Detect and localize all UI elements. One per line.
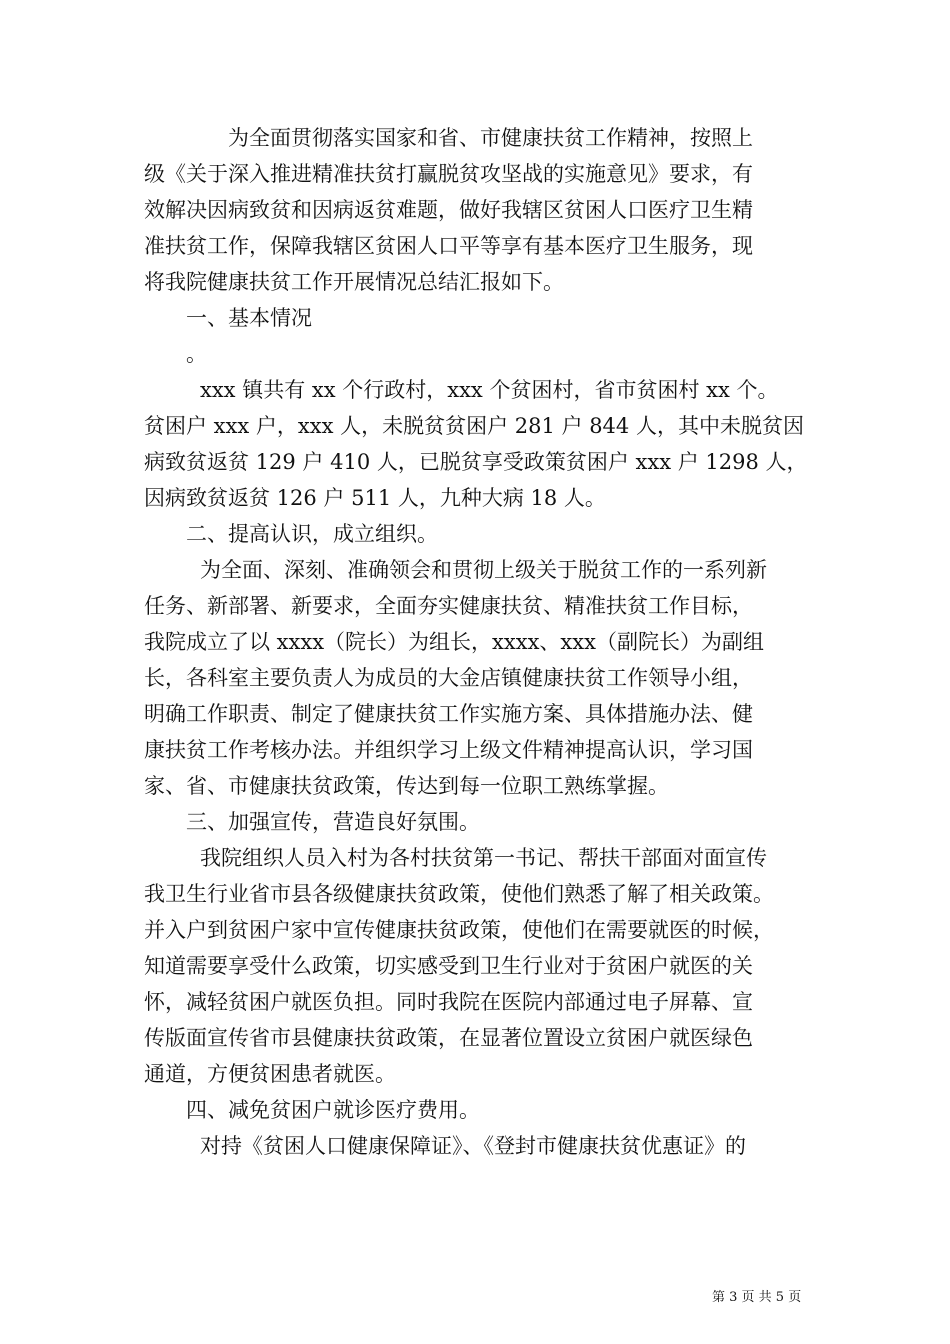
section-3-heading: 三、加强宣传，营造良好氛围。 — [186, 810, 480, 834]
intro-line-4: 准扶贫工作，保障我辖区贫困人口平等享有基本医疗卫生服务，现 — [144, 234, 753, 258]
section-2-line-7: 家、省、市健康扶贫政策，传达到每一位职工熟练掌握。 — [144, 774, 669, 798]
section-2-line-2: 任务、新部署、新要求，全面夯实健康扶贫、精准扶贫工作目标， — [144, 594, 753, 618]
intro-line-1: 为全面贯彻落实国家和省、市健康扶贫工作精神，按照上 — [228, 126, 753, 150]
section-3-line-3: 并入户到贫困户家中宣传健康扶贫政策，使他们在需要就医的时候， — [144, 918, 774, 942]
intro-line-2: 级《关于深入推进精准扶贫打赢脱贫攻坚战的实施意见》要求，有 — [144, 162, 753, 186]
section-3-line-5: 怀，减轻贫困户就医负担。同时我院在医院内部通过电子屏幕、宣 — [144, 990, 753, 1014]
section-1-line-1: xxx 镇共有 xx 个行政村，xxx 个贫困村，省市贫困村 xx 个。 — [200, 378, 779, 402]
section-2-line-1: 为全面、深刻、准确领会和贯彻上级关于脱贫工作的一系列新 — [200, 558, 767, 582]
section-3-line-4: 知道需要享受什么政策，切实感受到卫生行业对于贫困户就医的关 — [144, 954, 753, 978]
section-2-line-3: 我院成立了以 xxxx（院长）为组长，xxxx、xxx（副院长）为副组 — [144, 630, 764, 654]
section-2-line-4: 长，各科室主要负责人为成员的大金店镇健康扶贫工作领导小组， — [144, 666, 753, 690]
section-1-line-3: 病致贫返贫 129 户 410 人，已脱贫享受政策贫困户 xxx 户 1298 人， — [144, 450, 808, 474]
section-1-mark: 。 — [186, 342, 207, 366]
section-4-heading: 四、减免贫困户就诊医疗费用。 — [186, 1098, 480, 1122]
section-3-line-6: 传版面宣传省市县健康扶贫政策，在显著位置设立贫困户就医绿色 — [144, 1026, 753, 1050]
section-3-line-1: 我院组织人员入村为各村扶贫第一书记、帮扶干部面对面宣传 — [200, 846, 767, 870]
section-3-line-7: 通道，方便贫困患者就医。 — [144, 1062, 396, 1086]
section-4-line-1: 对持《贫困人口健康保障证》、《登封市健康扶贫优惠证》的 — [200, 1134, 746, 1158]
intro-line-5: 将我院健康扶贫工作开展情况总结汇报如下。 — [144, 270, 564, 294]
section-2-heading: 二、提高认识，成立组织。 — [186, 522, 438, 546]
section-1-line-2: 贫困户 xxx 户，xxx 人，未脱贫贫困户 281 户 844 人，其中未脱贫因 — [144, 414, 804, 438]
section-3-line-2: 我卫生行业省市县各级健康扶贫政策，使他们熟悉了解了相关政策。 — [144, 882, 774, 906]
section-1-heading: 一、基本情况 — [186, 306, 312, 330]
section-2-line-6: 康扶贫工作考核办法。并组织学习上级文件精神提高认识，学习国 — [144, 738, 753, 762]
section-1-line-4: 因病致贫返贫 126 户 511 人，九种大病 18 人。 — [144, 486, 606, 510]
section-2-line-5: 明确工作职责、制定了健康扶贫工作实施方案、具体措施办法、健 — [144, 702, 753, 726]
intro-line-3: 效解决因病致贫和因病返贫难题，做好我辖区贫困人口医疗卫生精 — [144, 198, 753, 222]
page-number: 第 3 页 共 5 页 — [712, 1290, 802, 1305]
